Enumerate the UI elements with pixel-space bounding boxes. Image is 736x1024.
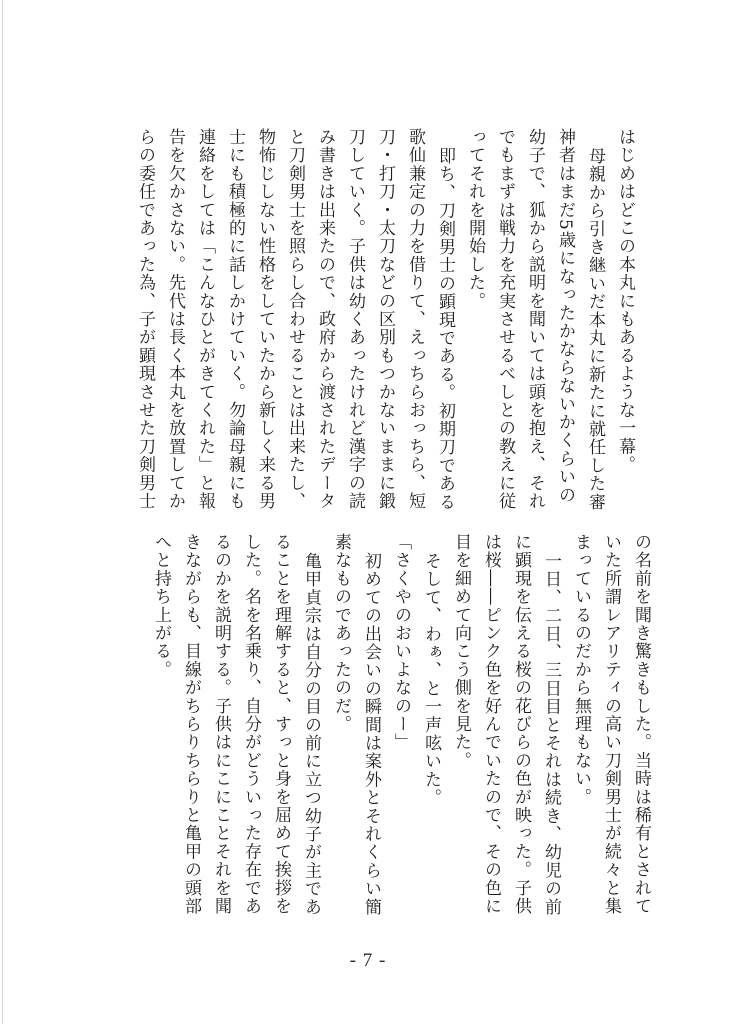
- text-column: 初めての出会いの瞬間は案外とそれくらい簡: [361, 551, 381, 916]
- text-column: 刀していく。子供は幼くあったけれど漢字の読: [345, 128, 365, 511]
- text-column: 物怖じしない性格をしていたから新しく来る男: [255, 128, 275, 511]
- text-column: ることを理解すると、すっと身を屈めて挨拶を: [271, 533, 291, 916]
- text-column: ってそれを開始した。: [465, 128, 485, 310]
- text-column: 幼子で、狐から説明を聞いては頭を抱え、それ: [525, 128, 545, 511]
- text-column: 亀甲貞宗は自分の目の前に立つ幼子が主であ: [301, 551, 321, 916]
- text-column: そして、わぁ、と一声呟いた。: [421, 551, 441, 807]
- text-column: いた所謂レアリティの高い刀剣男士が続々と集: [601, 533, 621, 916]
- text-column: は桜――ピンク色を好んでいたので、その色に: [481, 533, 501, 916]
- text-column: 歌仙兼定の力を借りて、えっちらおっちら、短: [405, 128, 425, 511]
- text-column: み書きは出来たので、政府から渡されたデータ: [315, 128, 335, 511]
- text-block-bottom: [106, 533, 656, 916]
- text-column: 即ち、刀剣男士の顕現である。初期刀である: [435, 146, 455, 511]
- text-column: 神者はまだ5歳になったかならないかくらいの: [555, 128, 575, 505]
- text-column: るのかを説明する。子供はにこにことそれを聞: [211, 533, 231, 916]
- text-column: 士にも積極的に話しかけていく。勿論母親にも: [225, 128, 245, 511]
- text-column: はじめはどこの本丸にもあるような一幕。: [615, 128, 635, 474]
- text-column: と刀剣男士を照らし合わせることは出来たし、: [285, 128, 305, 511]
- text-column: まっているのだから無理もない。: [571, 533, 591, 806]
- text-column: 素なものであったのだ。: [331, 533, 351, 734]
- text-column: した。名を名乗り、自分がどういった存在であ: [241, 533, 261, 916]
- text-column: 「さくやのおいよなのー」: [391, 533, 411, 752]
- text-column: の名前を聞き驚きもした。当時は稀有とされて: [631, 533, 651, 916]
- text-column: らの委任であった為、子が顕現させた刀剣男士: [135, 128, 155, 511]
- text-column: 刀・打刀・太刀などの区別もつかないままに鍛: [375, 128, 395, 511]
- text-column: 目を細めて向こう側を見た。: [451, 533, 471, 770]
- text-column: 一日、二日、三日目とそれは続き、幼児の前: [541, 551, 561, 916]
- text-block-top: [120, 128, 640, 511]
- text-column: 告を欠かさない。先代は長く本丸を放置してか: [165, 128, 185, 511]
- text-column: に顕現を伝える桜の花びらの色が映った。子供: [511, 533, 531, 916]
- page-left-edge: [2, 0, 3, 1024]
- text-column: 連絡をしては「こんなひとがきてくれた」と報: [195, 128, 215, 511]
- page-number: - 7 -: [349, 950, 387, 971]
- text-column: でもまずは戦力を充実させるべしとの教えに従: [495, 128, 515, 511]
- text-column: 母親から引き継いだ本丸に新たに就任した審: [585, 146, 605, 511]
- text-column: へと持ち上がる。: [151, 533, 171, 679]
- text-column: きながらも、目線がちらりちらりと亀甲の頭部: [181, 533, 201, 916]
